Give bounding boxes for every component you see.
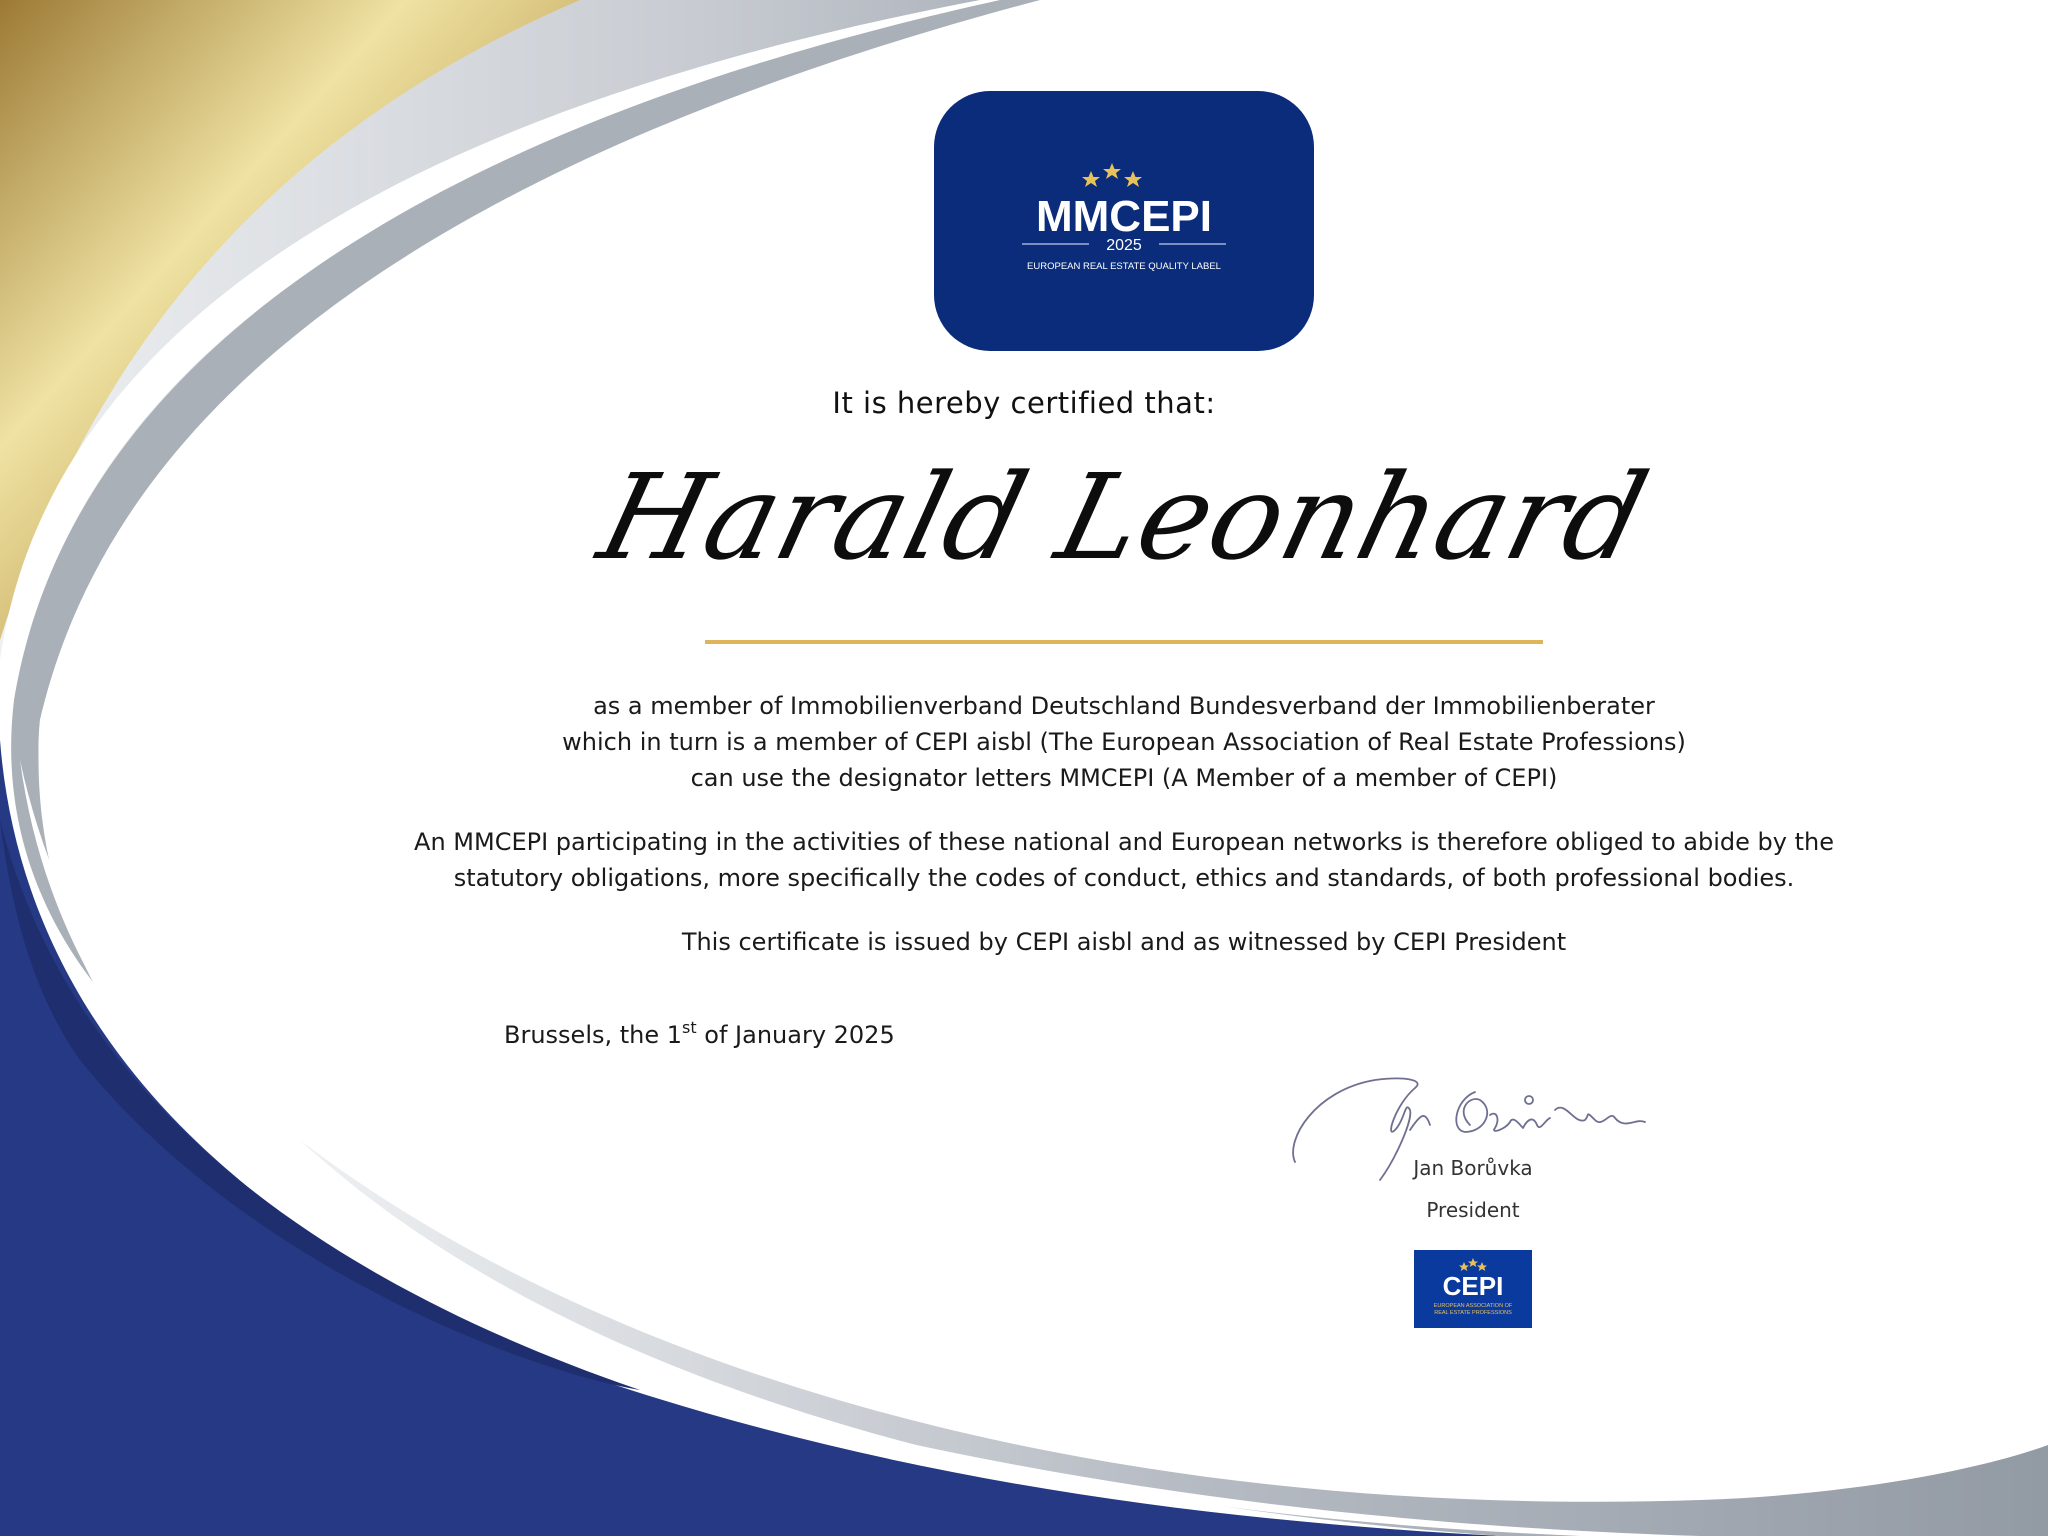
paragraph-line: can use the designator letters MMCEPI (A Member of a member of CEPI) bbox=[690, 764, 1558, 792]
svg-text:EUROPEAN REAL ESTATE QUALITY L: EUROPEAN REAL ESTATE QUALITY LABEL bbox=[1027, 261, 1221, 272]
cepi-logo bbox=[1414, 1250, 1532, 1328]
recipient-name: Harald Leonhard bbox=[587, 448, 1661, 586]
issuance-paragraph bbox=[324, 924, 1924, 960]
signatory-name: Jan Borůvka bbox=[1413, 1156, 1533, 1180]
obligations-paragraph bbox=[324, 824, 1924, 896]
membership-paragraph bbox=[324, 688, 1924, 796]
star-icon bbox=[1082, 163, 1142, 187]
paragraph-line: statutory obligations, more specifically the codes of conduct, ethics and standards, of both professional bodies. bbox=[453, 864, 1795, 892]
svg-text:REAL ESTATE PROFESSIONS: REAL ESTATE PROFESSIONS bbox=[1434, 1310, 1512, 1316]
issue-date: Brussels, the 1st of January 2025 bbox=[504, 1018, 895, 1049]
paragraph-line: as a member of Immobilienverband Deutschland Bundesverband der Immobilienberater bbox=[593, 692, 1655, 720]
star-icon bbox=[1459, 1258, 1487, 1271]
gold-divider bbox=[705, 640, 1543, 644]
cepi-wordmark: CEPI bbox=[1442, 1271, 1504, 1301]
certification-intro: It is hereby certified that: bbox=[832, 386, 1216, 420]
paragraph-line: An MMCEPI participating in the activities of these national and European networks is therefore obliged to abide by the bbox=[414, 828, 1834, 856]
mmcepi-logo bbox=[934, 91, 1314, 351]
signatory-title: President bbox=[1426, 1198, 1520, 1222]
paragraph-line: which in turn is a member of CEPI aisbl (The European Association of Real Estate Professions) bbox=[562, 728, 1686, 756]
svg-text:2025: 2025 bbox=[1106, 237, 1142, 254]
svg-text:EUROPEAN ASSOCIATION OF: EUROPEAN ASSOCIATION OF bbox=[1433, 1303, 1513, 1309]
mmcepi-wordmark: MMCEPI bbox=[1036, 192, 1212, 241]
paragraph-line: This certificate is issued by CEPI aisbl and as witnessed by CEPI President bbox=[681, 928, 1567, 956]
